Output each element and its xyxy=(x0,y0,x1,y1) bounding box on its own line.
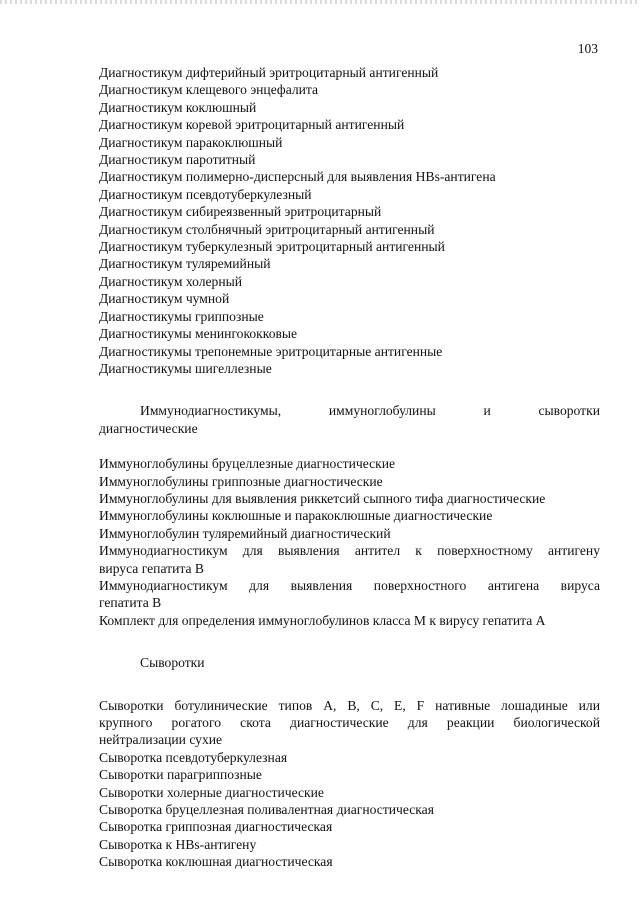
list-item-continuation: вируса гепатита В xyxy=(99,560,204,576)
list-item: Диагностикумы гриппозные xyxy=(99,308,264,324)
list-item: Сыворотка гриппозная диагностическая xyxy=(99,819,333,835)
document-body xyxy=(99,64,600,871)
scan-edge-artifact xyxy=(0,0,640,4)
list-item: Иммунодиагностикум для выявления поверхностного антигена вируса xyxy=(99,577,600,593)
list-item: Сыворотка псевдотуберкулезная xyxy=(99,749,288,765)
list-item: Сыворотка к HBs-антигену xyxy=(99,836,257,852)
diagnosticum-list xyxy=(99,64,600,377)
page-number: 103 xyxy=(577,41,598,56)
section-heading-line: Иммунодиагностикумы, иммуноглобулины и сыворотки xyxy=(140,403,600,419)
list-item: Диагностикум дифтерийный эритроцитарный антигенный xyxy=(99,65,439,80)
list-item: Диагностикум сибиреязвенный эритроцитарный xyxy=(99,204,382,220)
list-item: Диагностикум туберкулезный эритроцитарный антигенный xyxy=(99,239,445,255)
list-item: Диагностикум чумной xyxy=(99,291,230,307)
list-item: Диагностикумы шигеллезные xyxy=(99,360,272,376)
list-item: Иммуноглобулины гриппозные диагностические xyxy=(99,473,383,489)
list-item: Диагностикум столбнячный эритроцитарный антигенный xyxy=(99,221,435,237)
list-item: Диагностикум клещевого энцефалита xyxy=(99,82,319,98)
list-item: Сыворотка коклюшная диагностическая xyxy=(99,854,333,870)
list-item: Диагностикум паротитный xyxy=(99,152,256,168)
list-item-continuation: гепатита В xyxy=(99,595,162,611)
list-item: Диагностикум псевдотуберкулезный xyxy=(99,186,312,202)
list-item-continuation: крупного рогатого скота диагностические для реакции биологической xyxy=(99,715,600,730)
section-heading-serums: Сыворотки xyxy=(140,655,205,671)
list-item: Диагностикумы трепонемные эритроцитарные антигенные xyxy=(99,343,443,359)
list-item: Иммуноглобулины коклюшные и паракоклюшные диагностические xyxy=(99,508,493,524)
list-item: Диагностикум паракоклюшный xyxy=(99,134,283,150)
list-item: Сыворотки холерные диагностические xyxy=(99,784,324,800)
list-item: Диагностикум полимерно-дисперсный для выявления HBs-антигена xyxy=(99,169,496,185)
list-item: Диагностикум коклюшный xyxy=(99,99,257,115)
list-item: Диагностикумы менингококковые xyxy=(99,326,298,342)
list-item: Сыворотки ботулинические типов А, В, С, Е, F нативные лошадиные или xyxy=(99,697,600,713)
list-item: Комплект для определения иммуноглобулинов класса М к вирусу гепатита А xyxy=(99,612,546,628)
section-heading-line: диагностические xyxy=(99,420,198,436)
section-heading-immuno xyxy=(99,402,600,437)
list-item: Иммуноглобулин туляремийный диагностический xyxy=(99,525,391,541)
list-item: Сыворотка бруцеллезная поливалентная диагностическая xyxy=(99,802,434,818)
immuno-list xyxy=(99,455,600,629)
serum-list xyxy=(99,697,600,871)
list-item: Диагностикум коревой эритроцитарный антигенный xyxy=(99,117,405,133)
list-item: Сыворотки парагриппозные xyxy=(99,767,262,783)
list-item: Иммунодиагностикум для выявления антител к поверхностному антигену xyxy=(99,543,600,559)
list-item: Диагностикум туляремийный xyxy=(99,256,271,272)
list-item: Диагностикум холерный xyxy=(99,273,243,289)
list-item-continuation: нейтрализации сухие xyxy=(99,732,223,748)
list-item: Иммуноглобулины для выявления риккетсий сыпного тифа диагностические xyxy=(99,490,546,506)
list-item: Иммуноглобулины бруцеллезные диагностические xyxy=(99,456,396,472)
